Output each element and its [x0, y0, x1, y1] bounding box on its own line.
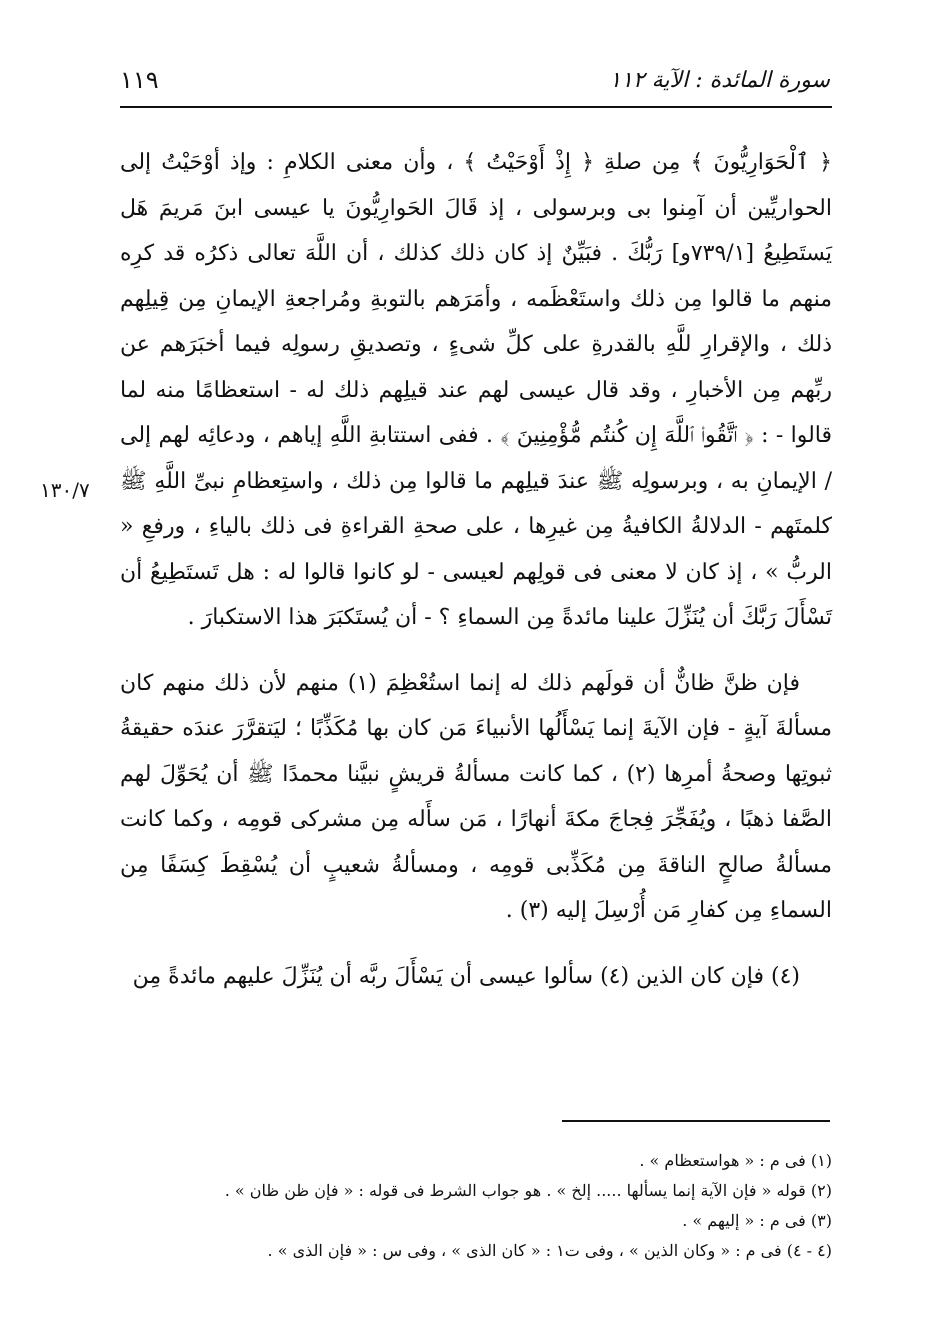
- paragraph-2: فإن ظنَّ ظانٌّ أن قولَهم ذلك له إنما استُعْظِمَ (١) منهم لأن ذلك منهم كان مسألةَ آيةٍ - فإن الآيةَ إنما يَسْأَلُها الأنبياءَ مَن كان بها مُكَذِّبًا ؛ ليَتقرَّرَ عندَه حقيقةُ ثبوتِها وصحةُ أمرِها (٢) ، كما كانت مسألةُ قريشٍ نبيَّنا محمدًا ﷺ أن يُحَوِّلَ لهم الصَّفا ذهبًا ، ويُفَجِّرَ فِجاجَ مكةَ أنهارًا ، مَن سأَله مِن مشركى قومِه ، وكما كانت مسألةُ صالحٍ الناقةَ مِن مُكَذِّبى قومِه ، ومسألةُ شعيبٍ أن يُسْقِطَ كِسَفًا مِن السماءِ مِن كفارِ مَن أُرْسِلَ إليه (٣) .: [120, 670, 832, 923]
- header-rule: [120, 106, 832, 108]
- footnote-3: (٣) فى م : « إليهم » .: [682, 1211, 832, 1230]
- footnote-2: (٢) قوله « فإن الآية إنما يسألها ..... إلخ » . هو جواب الشرط فى قوله : « فإن ظن ظان » .: [224, 1181, 832, 1200]
- margin-reference: ١٣٠/٧: [40, 478, 90, 502]
- paragraph-1: ﴿ ٱلْحَوَارِيُّونَ ﴾ مِن صلةِ ﴿ إِذْ أَوْحَيْتُ ﴾ ، وأن معنى الكلامِ : وإذ أوْحَيْتُ إلى الحواريِّين أن آمِنوا بى وبرسولى ، إذ قَالَ الحَوارِيُّونَ يا عيسى ابنَ مَريمَ هَل يَستَطِيعُ [٧٣٩/١و] رَبُّكَ . فبَيِّنٌ إذ كان ذلك كذلك ، أن اللَّهَ تعالى ذكرُه قد كرِه منهم ما قالوا مِن ذلك واستَعْظَمه ، وأمَرَهم بالتوبةِ ومُراجعةِ الإيمانِ مِن قِيلِهم ذلك ، والإقرارِ للَّهِ بالقدرةِ على كلِّ شىءٍ ، وتصديقِ رسولِه فيما أخبَرَهم عن ربِّهم مِن الأخبارِ ، وقد قال عيسى لهم عند قيلِهم ذلك له - استعظامًا منه لما قالوا - : ﴿ ٱتَّقُوا۟ ٱللَّهَ إِن كُنتُم مُّؤْمِنِينَ ﴾ . ففى استتابةِ اللَّهِ إياهم ، ودعائِه لهم إلى / الإيمانِ به ، وبرسولِه ﷺ عندَ قيلِهم ما قالوا مِن ذلك ، واستِعظامِ نبىِّ اللَّهِ ﷺ كلمتَهم - الدلالةُ الكافيةُ مِن غيرِها ، على صحةِ القراءةِ فى ذلك بالياءِ ، ورفعِ « الربُّ » ، إذ كان لا معنى فى قولِهم لعيسى - لو كانوا قالوا له : هل تَستَطِيعُ أن تَسْأَلَ رَبَّكَ أن يُنَزِّلَ علينا مائدةً مِن السماءِ ؟ - أن يُستَكبَرَ هذا الاستكبارَ .: [120, 150, 832, 630]
- body-text: [120, 140, 832, 999]
- page-header: [120, 62, 830, 98]
- footnote-4: (٤ - ٤) فى م : « وكان الذين » ، وفى ت١ : « كان الذى » ، وفى س : « فإن الذى » .: [267, 1241, 832, 1260]
- footnote-1: (١) فى م : « هواستعظام » .: [639, 1151, 832, 1170]
- footnotes: [120, 1146, 832, 1266]
- footnote-rule: [562, 1120, 830, 1122]
- page-number: ١١٩: [120, 66, 159, 94]
- paragraph-3: (٤) فإن كان الذين (٤) سألوا عيسى أن يَسْأَلَ ربَّه أن يُنَزِّلَ عليهم مائدةً مِن: [132, 963, 800, 989]
- running-title: سورة المائدة : الآية ١١٢: [609, 67, 830, 93]
